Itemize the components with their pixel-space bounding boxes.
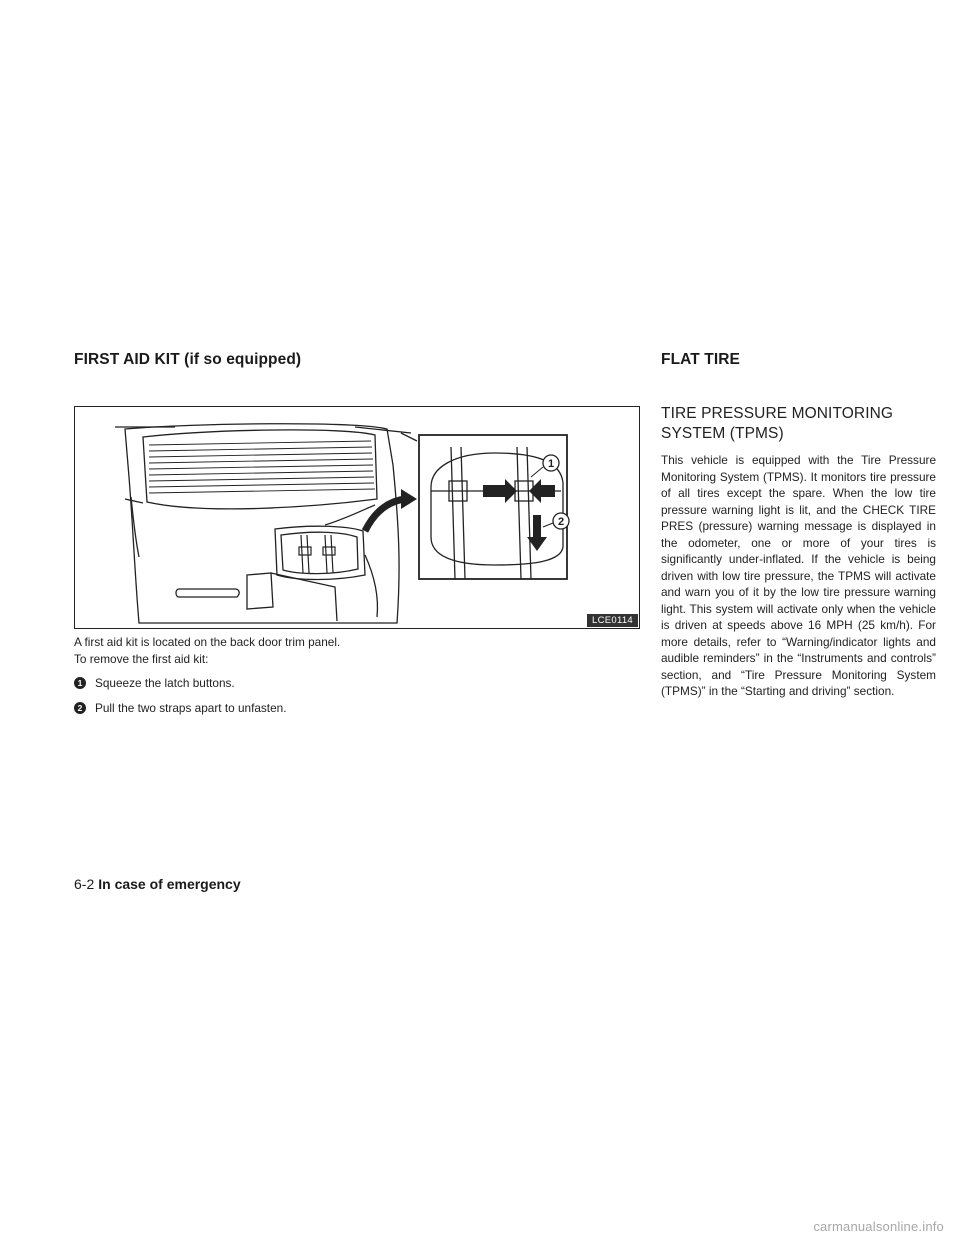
recess-straps [299, 535, 335, 573]
page-footer [74, 876, 241, 892]
step-1-badge: 1 [74, 677, 86, 689]
detail-inset-frame [419, 435, 567, 579]
flat-tire-heading: FLAT TIRE [661, 351, 740, 368]
tpms-body-text: This vehicle is equipped with the Tire Pressure Monitoring System (TPMS). It monitors tire pressure of all tires except the spare. When the low tire pressure warning light is lit, and the CHECK TIRE PRES (pressure) warning message is displayed in the odometer, one or more of your tires is significantly under-inflated. If the vehicle is being driven with low tire pressure, the TPMS will activate and warn you of it by the low tire pressure warning light. This system will activate only when the vehicle is driven at speeds above 16 MPH (25 km/h). For more details, refer to “Warning/indicator lights and audible reminders” in the “Instruments and controls” section, and “Tire Pressure Monitoring System (TPMS)” in the “Starting and driving” section. [661, 453, 936, 698]
step-1-text: Squeeze the latch buttons. [95, 676, 235, 690]
step-1 [74, 675, 354, 692]
callout-2-label: 2 [557, 516, 565, 528]
figure-code-label: LCE0114 [587, 614, 638, 627]
tpms-subheading [661, 404, 936, 444]
watermark: carmanualsonline.info [813, 1219, 944, 1234]
door-handle [176, 589, 239, 597]
back-door-illustration [75, 407, 640, 629]
step-2 [74, 700, 354, 717]
callout-1-label: 1 [547, 458, 555, 470]
first-aid-kit-figure [74, 406, 640, 629]
first-aid-kit-intro: A first aid kit is located on the back door trim panel. To remove the first aid kit: [74, 635, 341, 666]
first-aid-kit-heading: FIRST AID KIT (if so equipped) [74, 351, 302, 368]
pointer-arrow-head [401, 489, 417, 509]
tpms-subheading-line1: TIRE PRESSURE MONITORING [661, 405, 894, 422]
step-2-text: Pull the two straps apart to unfasten. [95, 700, 287, 715]
footer-section-title: In case of emergency [98, 876, 241, 892]
tpms-subheading-line2: SYSTEM (TPMS) [661, 425, 784, 442]
pointer-arrow-curve [365, 499, 405, 531]
rear-window-slats [149, 441, 375, 493]
step-2-badge: 2 [74, 702, 86, 714]
page-number: 6-2 [74, 876, 95, 892]
tpms-section [661, 404, 936, 700]
first-aid-kit-text [74, 634, 354, 716]
